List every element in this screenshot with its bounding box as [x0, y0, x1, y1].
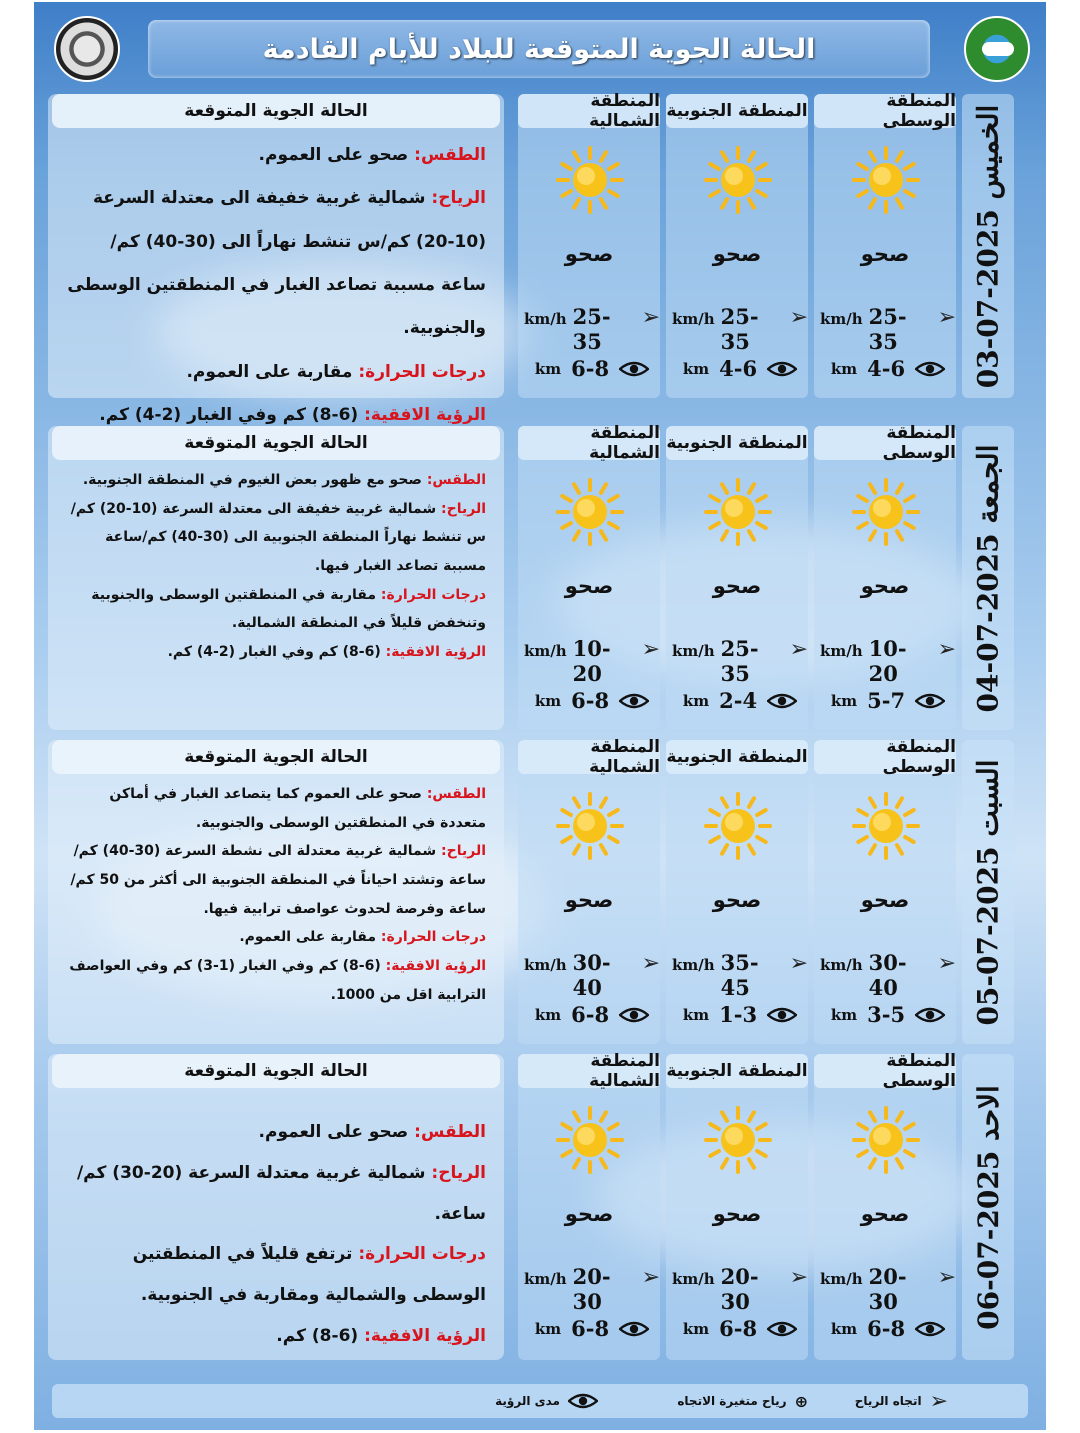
region-name: المنطقة الجنوبية	[666, 94, 808, 128]
weather-label: الطقس:	[414, 1122, 486, 1142]
wind-unit: km/h	[820, 956, 863, 974]
wind-line	[66, 1153, 486, 1235]
wind-line	[66, 495, 486, 581]
wind-unit: km/h	[524, 642, 567, 660]
wind-arrow-icon: ➢	[789, 1265, 808, 1290]
visibility-unit: km	[830, 691, 858, 710]
visibility-value: 6-8	[571, 1002, 610, 1027]
crosshair-icon: ⊕	[794, 1391, 808, 1411]
temperature-line	[66, 581, 486, 638]
day-date: السبت 2025-07-05	[971, 758, 1005, 1026]
temperature-text: مقاربة في المنطقتين الوسطى والجنوبية وتنخفض قليلاً في المنطقة الشمالية.	[91, 586, 486, 632]
region-name: المنطقة الجنوبية	[666, 740, 808, 774]
region-name: المنطقة الوسطى	[814, 740, 956, 774]
condition-text: صحو	[564, 1202, 614, 1226]
forecast-description-body	[66, 134, 486, 437]
visibility	[672, 1002, 808, 1027]
wind-value: 30-40	[868, 950, 907, 1000]
visibility-label: الرؤية الافقية:	[385, 958, 486, 975]
visibility-value: 5-7	[867, 688, 906, 713]
visibility-unit: km	[682, 691, 710, 710]
sun-icon	[852, 478, 920, 546]
region-card	[814, 91, 956, 398]
region-name: المنطقة الوسطى	[814, 426, 956, 460]
region-card	[666, 426, 808, 730]
wind-unit: km/h	[672, 1270, 715, 1288]
eye-icon	[619, 1320, 649, 1338]
visibility-value: 6-8	[867, 1316, 906, 1341]
wind-speed	[672, 1264, 808, 1314]
weather-text: صحو على العموم.	[258, 1122, 415, 1142]
visibility-value: 4-6	[867, 356, 906, 381]
weather-line	[66, 780, 486, 837]
condition-text: صحو	[860, 1202, 910, 1226]
temperature-line	[66, 923, 486, 952]
temperature-text: مقاربة على العموم.	[186, 361, 359, 382]
wind-unit: km/h	[524, 310, 567, 328]
weather-line	[66, 466, 486, 495]
visibility-label: الرؤية الافقية:	[364, 405, 486, 426]
wind-text: شمالية غربية معتدلة السرعة (20-30) كم/ساعة.	[76, 1162, 486, 1224]
wind-unit: km/h	[820, 310, 863, 328]
wind-arrow-icon: ➢	[641, 951, 660, 976]
region-name: المنطقة الشمالية	[518, 1054, 660, 1088]
wind-speed	[672, 950, 808, 1000]
wind-label: الرياح:	[441, 843, 486, 860]
legend-visibility-label: مدى الرؤية	[495, 1394, 560, 1408]
region-name: المنطقة الشمالية	[518, 740, 660, 774]
wind-arrow-icon: ➢	[789, 305, 808, 330]
visibility	[672, 688, 808, 713]
day-date: الخميس 2025-07-03	[971, 104, 1005, 388]
region-name: المنطقة الوسطى	[814, 94, 956, 128]
eye-icon	[915, 1320, 945, 1338]
day-date-panel	[962, 426, 1014, 730]
sun-icon	[704, 1106, 772, 1174]
wind-text: شمالية غربية معتدلة الى نشطة السرعة (30-40) كم/ساعة وتشتد احياناً في المنطقة الجنوبية الى أكثر من 50 كم/ساعة وفرصة لحدوث عواصف ترابية فيها.	[70, 843, 486, 917]
wind-value: 10-20	[572, 636, 611, 686]
day-row	[48, 423, 1016, 730]
wind-speed	[820, 1264, 956, 1314]
wind-arrow-icon: ➢	[789, 637, 808, 662]
sun-icon	[852, 146, 920, 214]
forecast-description-header: الحالة الجوية المتوقعة	[52, 94, 500, 128]
wind-arrow-icon: ➢	[929, 1388, 948, 1414]
eye-icon	[915, 360, 945, 378]
region-card	[518, 737, 660, 1044]
sun-icon	[852, 792, 920, 860]
legend-wind-direction	[855, 1384, 948, 1418]
temperature-label: درجات الحرارة:	[358, 361, 486, 382]
wind-label: الرياح:	[431, 188, 486, 209]
forecast-description-body	[66, 780, 486, 1010]
region-card	[666, 94, 808, 398]
visibility-line	[66, 952, 486, 1009]
wind-value: 20-30	[868, 1264, 907, 1314]
eye-icon	[767, 1320, 797, 1338]
weather-label: الطقس:	[426, 786, 486, 802]
visibility-text: (6-8) كم وفي الغبار (2-4) كم.	[167, 644, 386, 661]
temperature-label: درجات الحرارة:	[358, 1244, 486, 1265]
wind-value: 30-40	[572, 950, 611, 1000]
day-date-panel	[962, 740, 1014, 1044]
visibility-text: (6-8) كم وفي الغبار (1-3) كم وفي العواصف الترابية اقل من 1000.	[69, 958, 486, 1003]
legend-variable-wind-label: رياح متغيرة الاتجاه	[677, 1394, 787, 1408]
sun-icon	[556, 478, 624, 546]
sun-icon	[556, 1106, 624, 1174]
wind-value: 25-35	[572, 304, 611, 354]
wind-arrow-icon: ➢	[937, 951, 956, 976]
sun-icon	[556, 792, 624, 860]
wind-speed	[672, 636, 808, 686]
eye-icon	[767, 360, 797, 378]
visibility-label: الرؤية الافقية:	[364, 1325, 486, 1346]
visibility-value: 6-8	[571, 1316, 610, 1341]
wind-unit: km/h	[672, 310, 715, 328]
condition-text: صحو	[860, 574, 910, 598]
forecast-description	[48, 94, 504, 426]
wind-speed	[820, 950, 956, 1000]
visibility	[524, 1316, 660, 1341]
meteorology-logo	[964, 16, 1030, 82]
wind-speed	[524, 636, 660, 686]
wind-unit: km/h	[820, 642, 863, 660]
wind-speed	[672, 304, 808, 354]
visibility-value: 4-6	[719, 356, 758, 381]
forecast-description-header: الحالة الجوية المتوقعة	[52, 740, 500, 774]
wind-label: الرياح:	[441, 500, 486, 517]
visibility-value: 3-5	[867, 1002, 906, 1027]
visibility	[820, 688, 956, 713]
visibility-value: 2-4	[719, 688, 758, 713]
sun-icon	[704, 146, 772, 214]
region-card	[666, 740, 808, 1044]
temperature-text: ترتفع قليلاً في المنطقتين الوسطى والشمالية ومقاربة في الجنوبية.	[132, 1244, 486, 1306]
temperature-line	[66, 351, 486, 394]
weather-line	[66, 134, 486, 177]
condition-text: صحو	[712, 574, 762, 598]
visibility-value: 6-8	[571, 356, 610, 381]
visibility-label: الرؤية الافقية:	[385, 644, 486, 661]
wind-label: الرياح:	[431, 1162, 486, 1183]
wind-value: 25-35	[868, 304, 907, 354]
day-date: الجمعة 2025-07-04	[971, 444, 1005, 712]
forecast-description-body	[66, 466, 486, 667]
visibility-line	[66, 1316, 486, 1357]
visibility-unit: km	[534, 691, 562, 710]
day-row	[48, 737, 1016, 1044]
wind-text: شمالية غربية خفيفة الى معتدلة السرعة (10-20) كم/س تنشط نهاراً الى (30-40) كم/ساعة مسببة تصاعد الغبار في المنطقتين الوسطى والجنوبية.	[67, 188, 486, 339]
eye-icon	[767, 692, 797, 710]
wind-unit: km/h	[820, 1270, 863, 1288]
condition-text: صحو	[860, 888, 910, 912]
visibility	[672, 1316, 808, 1341]
condition-text: صحو	[860, 242, 910, 266]
visibility-line	[66, 638, 486, 667]
region-card	[518, 91, 660, 398]
condition-text: صحو	[564, 242, 614, 266]
condition-text: صحو	[712, 888, 762, 912]
wind-speed	[524, 1264, 660, 1314]
day-row	[48, 1051, 1016, 1360]
wind-unit: km/h	[524, 1270, 567, 1288]
visibility-unit: km	[682, 1319, 710, 1338]
visibility	[672, 356, 808, 381]
eye-icon	[619, 360, 649, 378]
visibility-unit: km	[682, 359, 710, 378]
forecast-description-header: الحالة الجوية المتوقعة	[52, 1054, 500, 1088]
visibility-value: 6-8	[571, 688, 610, 713]
region-name: المنطقة الوسطى	[814, 1054, 956, 1088]
forecast-description	[48, 426, 504, 730]
visibility	[524, 688, 660, 713]
visibility-value: 6-8	[719, 1316, 758, 1341]
region-name: المنطقة الشمالية	[518, 94, 660, 128]
region-name: المنطقة الشمالية	[518, 426, 660, 460]
legend-variable-wind	[677, 1384, 808, 1418]
weather-text: صحو على العموم.	[258, 145, 415, 165]
wind-value: 25-35	[720, 304, 759, 354]
visibility-value: 1-3	[719, 1002, 758, 1027]
visibility-unit: km	[534, 1005, 562, 1024]
wind-arrow-icon: ➢	[937, 637, 956, 662]
wind-arrow-icon: ➢	[937, 305, 956, 330]
eye-icon	[619, 692, 649, 710]
wind-arrow-icon: ➢	[641, 305, 660, 330]
region-name: المنطقة الجنوبية	[666, 426, 808, 460]
wind-speed	[820, 636, 956, 686]
region-card	[814, 737, 956, 1044]
legend-visibility	[495, 1384, 598, 1418]
agency-seal-logo	[54, 16, 120, 82]
condition-text: صحو	[564, 888, 614, 912]
wind-line	[66, 177, 486, 350]
eye-icon	[568, 1392, 598, 1410]
day-date-panel	[962, 94, 1014, 398]
region-name: المنطقة الجنوبية	[666, 1054, 808, 1088]
condition-text: صحو	[712, 1202, 762, 1226]
forecast-description-body	[66, 1112, 486, 1357]
region-card	[518, 1051, 660, 1360]
forecast-description	[48, 1054, 504, 1360]
wind-value: 25-35	[720, 636, 759, 686]
eye-icon	[915, 1006, 945, 1024]
wind-unit: km/h	[672, 956, 715, 974]
wind-arrow-icon: ➢	[641, 637, 660, 662]
wind-unit: km/h	[524, 956, 567, 974]
sun-icon	[852, 1106, 920, 1174]
visibility	[820, 356, 956, 381]
wind-arrow-icon: ➢	[789, 951, 808, 976]
sun-icon	[556, 146, 624, 214]
wind-arrow-icon: ➢	[937, 1265, 956, 1290]
wind-speed	[524, 950, 660, 1000]
region-card	[666, 1054, 808, 1360]
visibility-text: (6-8) كم وفي الغبار (2-4) كم.	[99, 405, 365, 426]
weather-text: صحو مع ظهور بعض الغيوم في المنطقة الجنوبية.	[82, 472, 427, 488]
temperature-line	[66, 1234, 486, 1316]
weather-text: صحو على العموم كما يتصاعد الغبار في أماكن متعددة في المنطقتين الوسطى والجنوبية.	[109, 786, 486, 831]
weather-line	[66, 1112, 486, 1153]
wind-value: 20-30	[720, 1264, 759, 1314]
temperature-label: درجات الحرارة:	[380, 929, 486, 946]
legend-bar	[52, 1384, 1028, 1418]
visibility-unit: km	[534, 1319, 562, 1338]
day-date: الاحد 2025-07-06	[971, 1084, 1005, 1330]
region-card	[814, 1051, 956, 1360]
title-banner	[148, 20, 930, 78]
legend-wind-direction-label: اتجاه الرياح	[854, 1394, 922, 1408]
region-card	[518, 423, 660, 730]
visibility-unit: km	[830, 1005, 858, 1024]
day-date-panel	[962, 1054, 1014, 1360]
visibility-unit: km	[830, 1319, 858, 1338]
forecast-description-header: الحالة الجوية المتوقعة	[52, 426, 500, 460]
eye-icon	[767, 1006, 797, 1024]
sun-icon	[704, 478, 772, 546]
visibility-unit: km	[682, 1005, 710, 1024]
visibility-text: (6-8) كم.	[276, 1325, 365, 1346]
wind-speed	[820, 304, 956, 354]
region-card	[814, 423, 956, 730]
eye-icon	[619, 1006, 649, 1024]
wind-value: 10-20	[868, 636, 907, 686]
wind-arrow-icon: ➢	[641, 1265, 660, 1290]
visibility	[524, 356, 660, 381]
wind-line	[66, 837, 486, 923]
condition-text: صحو	[564, 574, 614, 598]
weather-label: الطقس:	[414, 145, 486, 165]
visibility	[820, 1002, 956, 1027]
condition-text: صحو	[712, 242, 762, 266]
visibility	[524, 1002, 660, 1027]
day-row	[48, 91, 1016, 426]
weather-label: الطقس:	[426, 472, 486, 488]
wind-text: شمالية غربية خفيفة الى معتدلة السرعة (10-20) كم/س تنشط نهاراً المنطقة الجنوبية الى (30-40) كم/ساعة مسببة تصاعد الغبار فيها.	[70, 500, 486, 575]
wind-unit: km/h	[672, 642, 715, 660]
sun-icon	[704, 792, 772, 860]
wind-value: 35-45	[720, 950, 759, 1000]
wind-value: 20-30	[572, 1264, 611, 1314]
visibility-unit: km	[534, 359, 562, 378]
wind-speed	[524, 304, 660, 354]
temperature-label: درجات الحرارة:	[380, 586, 486, 603]
temperature-text: مقاربة على العموم.	[239, 929, 381, 946]
eye-icon	[915, 692, 945, 710]
page-title: الحالة الجوية المتوقعة للبلاد للأيام القادمة	[262, 33, 816, 65]
forecast-description	[48, 740, 504, 1044]
visibility	[820, 1316, 956, 1341]
visibility-unit: km	[830, 359, 858, 378]
